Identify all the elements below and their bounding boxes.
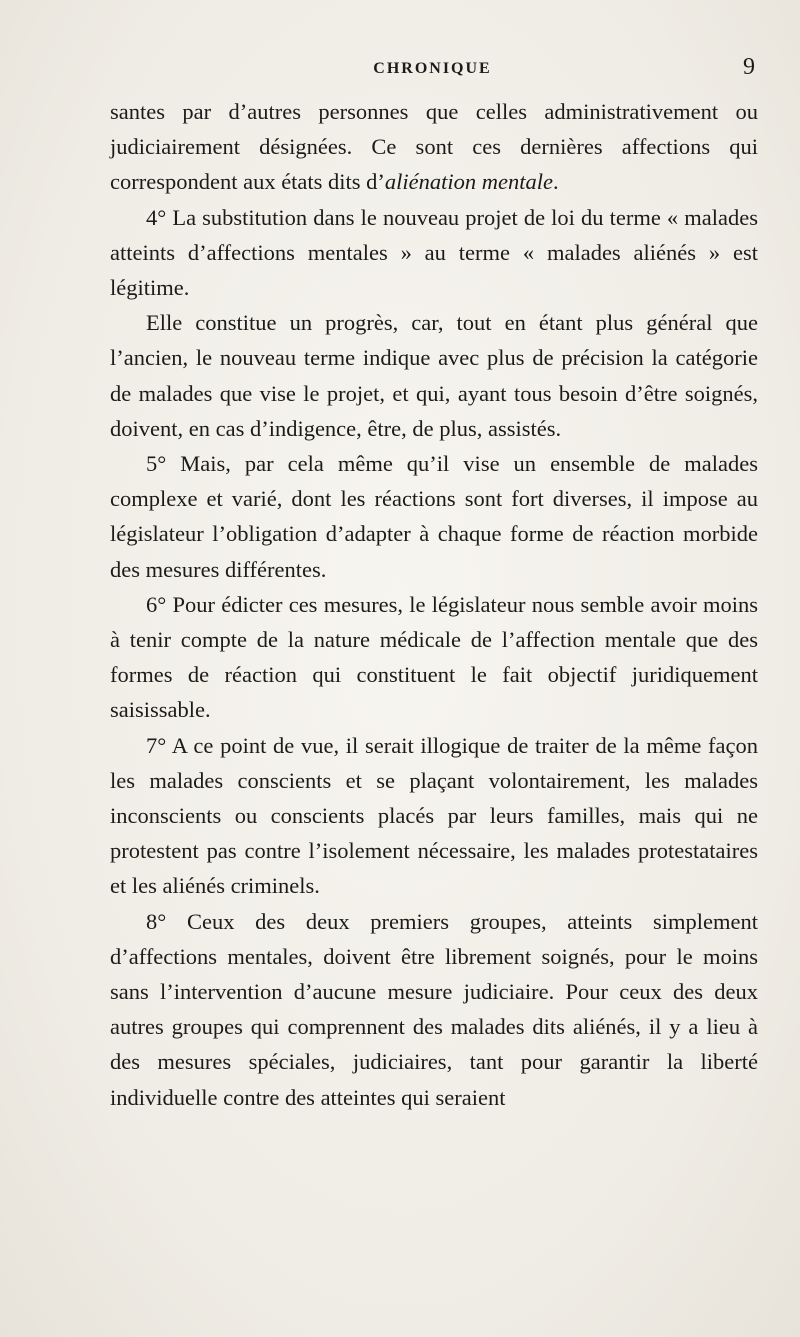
italic-term: aliénation mentale <box>384 169 554 195</box>
paragraph-point-7: 7° A ce point de vue, il serait illogique de traiter de la même façon les malades conscients et se plaçant volontairement, les malades inconscients ou conscients placés par leurs familles, mais qui ne protestent pas contre l’isolement nécessaire, les malades protestataires et les aliénés criminels. <box>110 732 758 899</box>
paragraph-point-6: 6° Pour édicter ces mesures, le législateur nous semble avoir moins à tenir compte de la nature médicale de l’affection mentale que des formes de réaction qui constituent le fait objectif juridiquement saisissable. <box>110 591 758 723</box>
paragraph-text-end: . <box>553 169 559 195</box>
body-text <box>110 94 758 1115</box>
page-header <box>110 54 755 86</box>
paragraph-point-4-cont: Elle constitue un progrès, car, tout en étant plus général que l’ancien, le nouveau terme indique avec plus de précision la catégorie de malades que vise le projet, et qui, ayant tous besoin d’être soignés, doivent, en cas d’indigence, être, de plus, assistés. <box>110 310 758 441</box>
page-number: 9 <box>743 54 755 80</box>
running-title: CHRONIQUE <box>373 60 492 77</box>
paragraph-point-8: 8° Ceux des deux premiers groupes, atteints simplement d’affections mentales, doivent être librement soignés, pour le moins sans l’intervention d’aucune mesure judiciaire. Pour ceux des deux autres groupes qui comprennent des malades dits aliénés, il y a lieu à des mesures spéciales, judiciaires, tant pour garantir la liberté individuelle contre des atteintes qui seraient <box>110 908 758 1110</box>
paragraph-text: santes par d’autres personnes que celles administrativement ou judiciairement désignées. Ce sont ces dernières affections qui correspondent aux états dits d’ <box>110 99 758 195</box>
paragraph-point-4: 4° La substitution dans le nouveau projet de loi du terme « malades atteints d’affections mentales » au terme « malades aliénés » est légitime. <box>110 204 758 301</box>
paragraph-point-5: 5° Mais, par cela même qu’il vise un ensemble de malades complexe et varié, dont les réactions sont fort diverses, il impose au législateur l’obligation d’adapter à chaque forme de réaction morbide des mesures différentes. <box>110 451 758 582</box>
paragraph-continued <box>110 94 758 200</box>
